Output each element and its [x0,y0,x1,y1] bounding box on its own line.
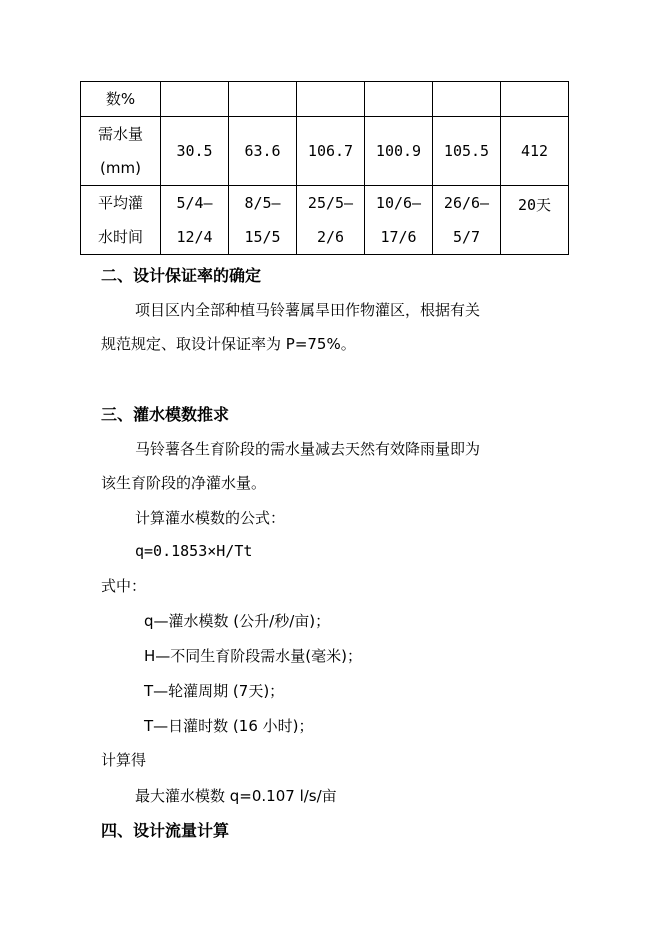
table-cell [297,82,365,117]
table-cell [501,82,569,117]
cell-text: 8/5— [244,194,281,212]
row-label-cell [81,82,161,117]
table-cell [161,82,229,117]
table-cell [297,117,365,186]
cell-text: 26/6— [443,194,490,212]
cell-text: 2/6 [316,228,345,246]
table-cell [433,186,501,255]
row-label-text: (mm) [100,159,141,177]
formula: q=0.1853×H/Tt [135,542,253,560]
definition-h: H—不同生育阶段需水量(毫米)； [144,647,362,665]
table-cell [229,117,297,186]
section2-paragraph-line1: 项目区内全部种植马铃薯属旱田作物灌区，根据有关 [135,301,481,319]
table-cell [365,186,433,255]
definition-t: T—轮灌周期 (7天)； [144,682,285,700]
cell-text: 412 [520,142,549,160]
table-row [81,186,569,255]
section4-heading: 四、设计流量计算 [101,821,230,840]
table-row [81,82,569,117]
cell-text: 100.9 [375,142,422,160]
table-cell [365,117,433,186]
section3-paragraph-line1: 马铃薯各生育阶段的需水量减去天然有效降雨量即为 [135,440,481,458]
cell-text: 5/7 [452,228,481,246]
table-cell [501,186,569,255]
table-cell [433,117,501,186]
table-cell [433,82,501,117]
table-cell [161,186,229,255]
water-demand-table [80,81,569,255]
where-label: 式中： [101,577,147,595]
cell-text: 5/4— [176,194,213,212]
section3-heading: 三、灌水模数推求 [101,405,230,424]
cell-text: 17/6 [380,228,417,246]
cell-text: 20天 [517,196,552,214]
table-cell [229,82,297,117]
formula-intro: 计算灌水模数的公式： [135,509,286,527]
definition-t-hours: T—日灌时数 (16 小时)； [144,717,314,735]
cell-text: 106.7 [307,142,354,160]
section2-paragraph-line2: 规范规定、取设计保证率为 P=75%。 [101,335,356,353]
section2-heading: 二、设计保证率的确定 [101,266,262,285]
definition-q: q—灌水模数 (公升/秒/亩)； [144,612,331,630]
cell-text: 105.5 [443,142,490,160]
row-label-text: 数% [105,90,136,108]
table-cell [161,117,229,186]
table-cell [297,186,365,255]
table-row [81,117,569,186]
cell-text: 25/5— [307,194,354,212]
row-label-text: 需水量 [97,125,143,143]
result-label: 计算得 [101,751,147,769]
cell-text: 10/6— [375,194,422,212]
row-label-cell [81,117,161,186]
cell-text: 15/5 [244,228,281,246]
result-value: 最大灌水模数 q=0.107 l/s/亩 [135,787,337,805]
row-label-cell [81,186,161,255]
section3-paragraph-line2: 该生育阶段的净灌水量。 [101,474,267,492]
cell-text: 12/4 [176,228,213,246]
row-label-text: 水时间 [97,228,143,246]
cell-text: 63.6 [244,142,281,160]
cell-text: 30.5 [176,142,213,160]
table-cell [229,186,297,255]
row-label-text: 平均灌 [97,194,143,212]
table-cell [365,82,433,117]
table-cell [501,117,569,186]
